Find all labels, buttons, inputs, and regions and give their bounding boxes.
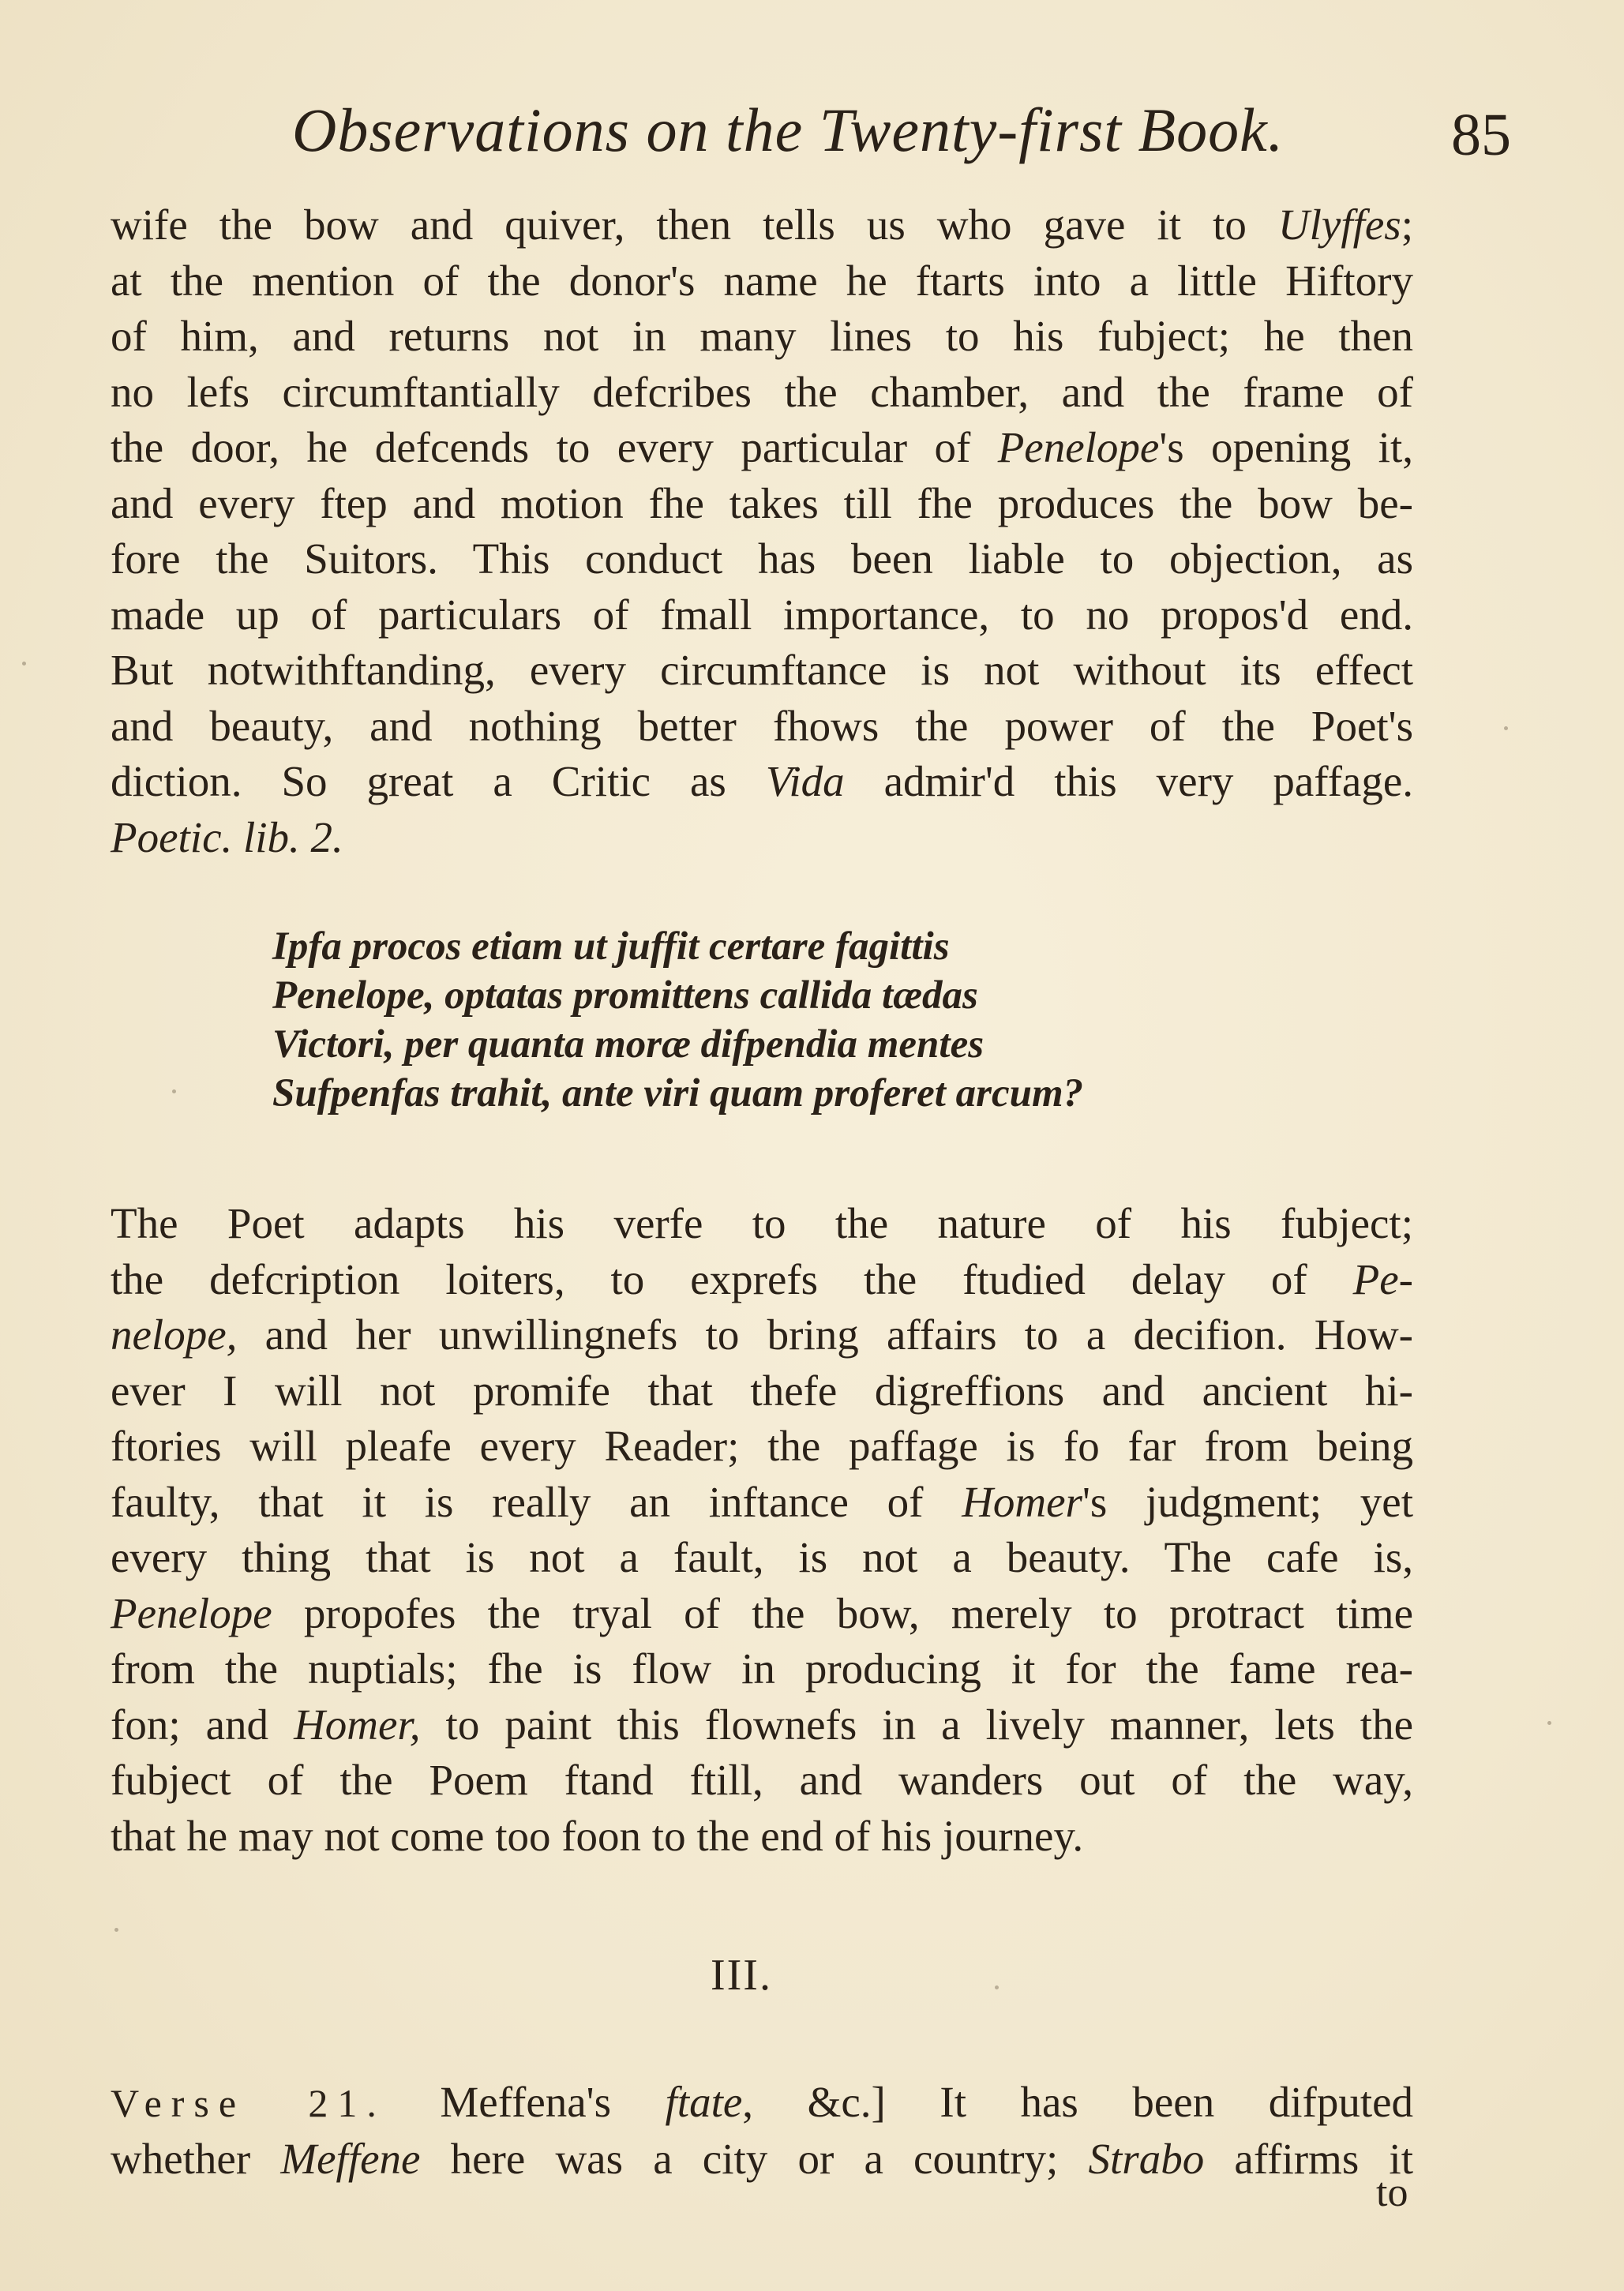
verse-line: Ipfa procos etiam ut juffit certare fagittis [272,924,950,969]
text-line: and beauty, and nothing better fhows the power of the Poet's [111,701,1413,750]
paragraph-3 [111,2075,1413,2187]
paper-speck [114,1928,118,1932]
text-line: Verse 21. Meffena's ftate, &c.] It has been difputed [111,2078,1414,2126]
paragraph-2 [111,1196,1413,1864]
text-line: ever I will not promife that thefe digreffions and ancient hi- [111,1366,1413,1415]
paper-speck [995,1985,999,1989]
text-line: wife the bow and quiver, then tells us who gave it to Ulyffes; [111,201,1413,249]
text-line: diction. So great a Critic as Vida admir'd this very paffage. [111,757,1413,805]
verse-line: Sufpenfas trahit, ante viri quam proferet arcum? [272,1071,1084,1116]
text-line: at the mention of the donor's name he ftarts into a little Hiftory [111,256,1413,305]
latin-quotation [272,922,1083,1118]
text-line: every thing that is not a fault, is not a beauty. The cafe is, [111,1533,1413,1581]
text-line: fon; and Homer, to paint this flownefs in a lively manner, lets the [111,1700,1413,1749]
running-head: Observations on the Twenty-first Book. [292,96,1285,164]
text-line: the defcription loiters, to exprefs the ftudied delay of Pe- [111,1254,1413,1303]
text-line: Penelope propofes the tryal of the bow, merely to protract time [111,1588,1413,1637]
verse-line: Victori, per quanta moræ difpendia mentes [272,1022,985,1067]
verse-reference: Verse 21. [111,2081,386,2125]
paragraph-1 [111,197,1413,865]
text-line: The Poet adapts his verfe to the nature of his fubject; [111,1199,1413,1247]
text-line: ftories will pleafe every Reader; the paffage is fo far from being [111,1422,1413,1470]
section-number: III. [711,1951,772,2000]
verse-line: Penelope, optatas promittens callida tædas [272,973,978,1018]
text-line: from the nuptials; fhe is flow in producing it for the fame rea- [111,1644,1413,1693]
text-line: the door, he defcends to every particular of Penelope's opening it, [111,423,1413,471]
text-line: But notwithftanding, every circumftance is not without its effect [111,646,1413,694]
paper-speck [172,1089,176,1093]
text-line: and every ftep and motion fhe takes till fhe produces the bow be- [111,478,1413,527]
paper-speck [1547,1721,1551,1725]
text-line: no lefs circumftantially defcribes the chamber, and the frame of [111,367,1413,416]
text-line: made up of particulars of fmall importance, to no propos'd end. [111,590,1413,639]
page-number: 85 [1451,102,1511,168]
text-line: fore the Suitors. This conduct has been liable to objection, as [111,534,1413,583]
text-line: nelope, and her unwillingnefs to bring affairs to a decifion. How- [111,1310,1413,1359]
text-line: of him, and returns not in many lines to his fubject; he then [111,312,1413,360]
text-line: faulty, that it is really an inftance of Homer's judgment; yet [111,1477,1413,1526]
paper-speck [1504,726,1508,730]
catchword: to [1376,2170,1408,2215]
paper-speck [22,662,26,666]
text-line: fubject of the Poem ftand ftill, and wanders out of the way, [111,1756,1413,1804]
text-line: whether Meffene here was a city or a country; Strabo affirms it [111,2134,1413,2183]
citation-line: Poetic. lib. 2. [111,812,343,861]
text-line: that he may not come too foon to the end of his journey. [111,1811,1084,1860]
